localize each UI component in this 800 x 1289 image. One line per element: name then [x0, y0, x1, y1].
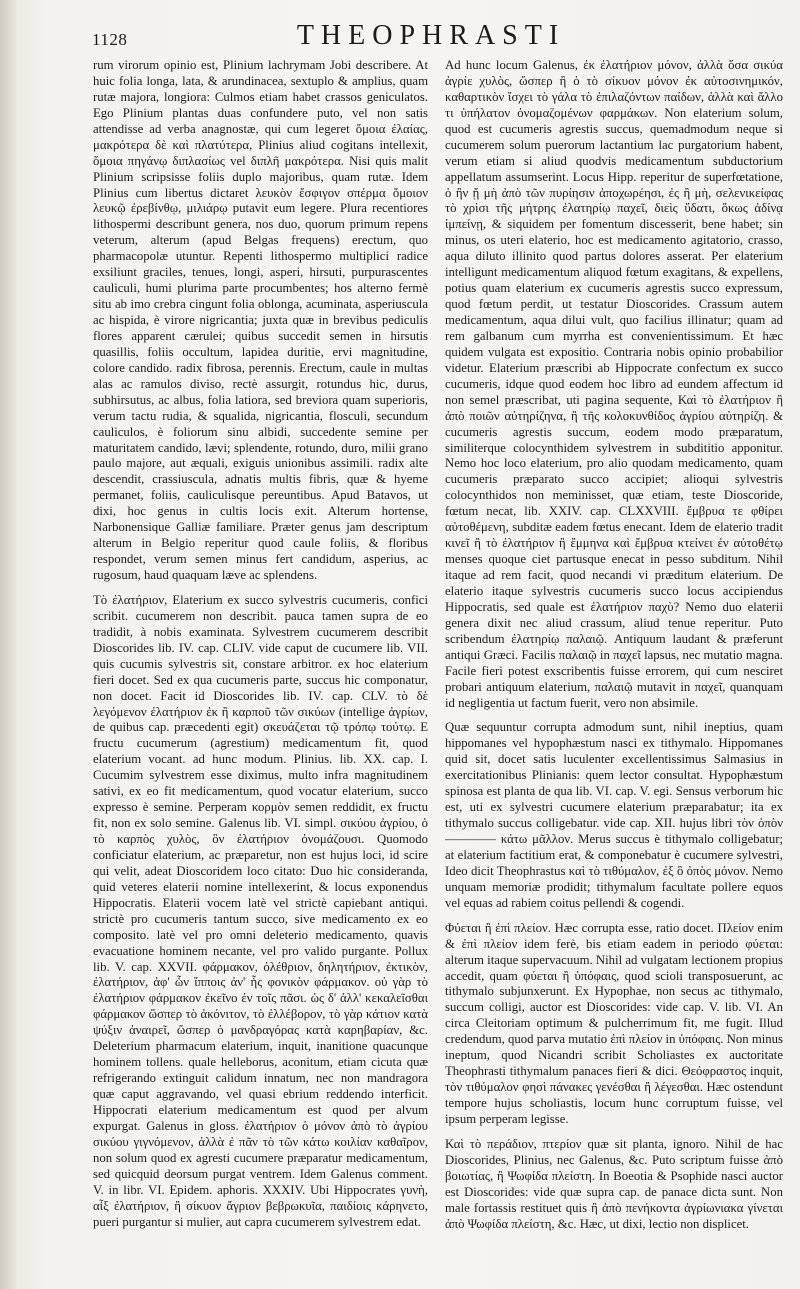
right-paragraph: Φύεται ἢ ἐπὶ πλείον. Hæc corrupta esse, ratio docet. Πλείον enim & ἐπὶ πλείον idem ferè, bis etiam eadem in periodo φύεται: alterum itaque supervacuum. Nihil ad vulgatam lectionem propius accedit, quam φύεται ἢ ὑπόφαις, quod scioli transposuerunt, ac tithymalo subjunxerunt. Ex Hypophae, non secus ac tithymalo, succum colligi, auctor est Dioscorides: vide cap. V. lib. VI. An circa Cleitoriam optimum & pulcherrimum fit, me fugit. Illud credendum, quod parva mutatio ἐπὶ πλείον in ὑπόφαις. Non minus ineptum, quod Nicandri scribit Scholiastes ex auctoritate Theophrasti tithymalum panaces fieri & dici. Θεόφραστος inquit, τὸν τιθύμαλον φησὶ πάνακες γενέσθαι ἢ λέγεσθαι. Hæc ostendunt tempore hujus scholiastis, locum hunc corruptum fuisse, vel ipsum perperam legisse.	[445, 920, 783, 1126]
right-paragraph: Quæ sequuntur corrupta admodum sunt, nihil ineptius, quam hippomanes vel hypophæstum nasci ex tithymalo. Hippomanes quid sit, docet satis luculenter excellentissimus Salmasius in exercitationibus Plinianis: quem lector consultat. Hypophæstum spinosa est planta de qua lib. VI. cap. V. egi. Sensus verborum hic est, uti ex sylvestri cucumere elaterium præparabatur; ita ex tithymalo succus colligebatur. vide cap. XII. hujus libri τὸν ὀπὸν ———— κάτω μᾶλλον. Merus succus è tithymalo colligebatur; at elaterium factitium erat, & componebatur è cucumere sylvestri, Ideo dicit Theophrastus καὶ τὸ τιθύμαλον, ἐξ ὃ ὀπὸς μόνον. Nemo unquam memoriæ prodidit; tithymalum facultate pollere equos vel equas ad rabiem coitus pellendi & cogendi.	[445, 720, 783, 910]
right-paragraph: Ad hunc locum Galenus, ἐκ ἐλατήριον μόνον, ἀλλὰ ὅσα σικύα ἀγρίε χυλὸς, ὥσπερ ἢ ὁ τὸ σίκυον μόνον ἐκ αὐτοσινημικόν, καθαρτικὸν ἴσχει τὸ γάλα τὸ ἐπιλαζόντων παίδων, ἀλλὰ καὶ ἄλλο τι ὑπήλατον ὀνομαζομένων φαρμάκων. Non elaterium solum, quod est cucumeris agrestis succus, quemadmodum neque si cucumerem solum puerorum lactantium lac purgatorium habent, verum etiam si aliud quodvis medicamentum subductorium appellatum assumserint. Locus Hipp. reperitur de superfœtatione, ὁ ἢν ᾔ μὴ ἀπὸ τῶν πυρίησιν ἀποχωρέησι, ἐς ἢ μὴ, σελενικείφας τὸ χρὶσι τῆς μήτρης ἐλατηρίῳ παχεῖ, διεὶς ὕδατι, ὅκως ἀδίνᾳ ἱμπείνῃ, & siquidem per fomentum discesserit, bene habet; sin minus, os uteri elaterio, hoc est medicamento agitatorio, crasso, aqua diluto illinito quod partus dolores asserat. Per elaterium intelligunt medicamentum aliquod fœtum exagitans, & expellens, potius quam elaterium ex cucumeris agrestis succo expressum, quod fœtum perdit, ut testatur Dioscorides. Crassum autem medicamentum, aqua dilui vult, quo facilius illinatur; quam ad rem galbanum cum myrrha est convenientissimum. Et hæc quidem vulgata est expositio. Contraria nobis opinio probabilior videtur. Elaterium præscribi ab Hippocrate confectum ex succo cucumeris, idque quod eodem hoc libro ad eundem affectum id non semel præscribat, uti pagina sequente, Καὶ τὸ ἐλατήριον ἢ ἀπὸ ποιῶν αὐτηρίζηνα, ἢ τῆς κολοκυνθίδος ἀγρίου αὐτηρίζη. & cucumeris agrestis succum, eodem modo præparatum, similiterque colocynthidem sylvestrem in subdititio apponitur. Nemo hoc loco elaterium, pro alio quodam medicamento, quam cucumeris præparato succo accipiet; alioqui sylvestris colocynthidos non meminisset, quæ etiam, teste Dioscoride, fœtum necat, lib. XXIV. cap. CLXXVIII. ἔμβρυα τε φθίρει αὐτοθέμενη, subditæ eadem fœtus enecant. Idem de elaterio tradit κινεῖ ἢ τὸ ἐλατήριον ἢ ἔμμηνα καὶ ἔμβρυα κτείνει ἐν αὐτοθέτῳ menses quoque ciet partusque enecat in pesso subditum. Nihil itaque ad rem facit, quod necandi vi præditum elaterium. De elaterio itaque sylvestris cucumeris succo locus accipiendus Hippocratis, sed quale est ἐλατήριον παχὺ? Nemo duo elaterii genera dixit nec aliud crassum, aliud tenue reperitur. Puto scribendum ἐλατηρίῳ παλαιῷ. Antiquum laudant & præferunt antiqui Græci. Facilis παλαιῷ in παχεῖ lapsus, nec mutatio magna. Facile fieri potest exscribentis fuisse errorem, qui cum nesciret probari antiquum elaterium, παλαιῷ mutavit in παχεῖ, quanquam id negligentia ut factum fuerit, vero non absimile.	[445, 58, 783, 710]
page-header	[92, 18, 770, 54]
left-paragraph: Τὸ ἐλατήριον, Elaterium ex succo sylvestris cucumeris, confici scribit. cucumerem non describit. pauca tamen supra de eo tradidit, à nobis examinata. Sylvestrem cucumerem describit Dioscorides lib. IV. cap. CLIV. vide caput de cucumere lib. VII. quis cucumis sylvestris sit, constare arbitror. ex hoc elaterium fieri docet. Sed ex qua cucumeris parte, succus hic componatur, non docet. Facit id Dioscorides lib. IV. cap. CLV. τὸ δὲ λεγόμενον ἐλατήριον ἐκ ἢ καρποῦ τῶν σικύων (intellige ἀγρίων, de quibus cap. præcedenti egit) σκευάζεται τῷ τρόπῳ τούτῳ. E fructu cucumerum (agrestium) medicamentum fit, quod elaterium vocant. ad hunc modum. Plinius. lib. XX. cap. I. Cucumim sylvestrem esse diximus, multo infra magnitudinem sativi, ex eo fit medicamentum, quod vocatur elaterium, succo expresso è semine. Perperam κορμὸν semen reddidit, ex fructu fit, non ex solo semine. Galenus lib. VI. simpl. σικύου ἀγρίου, ὁ τὸ καρπὸς χυλὸς, ὃν ἐλατήριον ὀνομάζουσι. Quomodo conficiatur elaterium, ac præparetur, non est hujus loci, id scire qui velit, adeat Dioscoridem loco citato: Duo hic consideranda, quid veteres elaterii nomine intellexerint, & locus exponendus Hippocratis. Elaterii vocem latè vel strictè capiebant antiqui. strictè pro cucumeris tantum succo, sive medicamento ex eo composito. latè vel pro omni deleterio medicamento, quavis evacuatione hominem necante, vel pro valido purgante. Pollux lib. V. cap. XXVII. φάρμακον, ὀλέθριον, δηλητήριον, ἐκτικὸν, ἐλατήριον, ἀφ' ὧν ἵπποις ἀν' ἧς φονικὸν φάρμακον. οὐ γὰρ τὸ ἐλατήριον φάρμακον ἐκεῖνο ἐν τοῖς πᾶσι. ὡς δ' ἀλλ' κεκαλεῖσθαι φάρμακον ὥσπερ τὸ ἀκόνιτον, τὸ ἐλλέβορον, τὸ γὰρ κάτιον κατὰ ψύξιν ἀναιρεῖ, ὥσπερ ὁ μανδραγόρας κατὰ καρηβαρίαν, &c. Deleterium pharmacum elaterium, inquit, inanitione quacunque hominem tollens. quale helleborus, aconitum, etiam cicuta quæ refrigerando extinguit calidum innatum, nec non mandragora quæ caput aggravando, vel quasi ebrium reddendo interficit. Hippocrati elaterium medicamentum est quod per alvum expurgat. Galenus in gloss. ἐλατήριον ὁ μόνον ἀπὸ τὸ ἀγρίου σικύου γιγνόμενον, ἀλλὰ ἐ πᾶν τὸ τῶν κάτω κοιλίαν καθαῖρον, non solum quod ex agresti cucumere præparatur medicamentum, sed quicquid deorsum purgat ventrem. Idem Galenus comment. V. in libr. VI. Epidem. aphoris. XXXIV. Ubi Hippocrates γυνὴ, αἶξ ἐλατήριον, ἢ σίκυον ἄγριον βεβρωκυῖα, παιδίοις κάρηνετο, pueri purgantur si mulier, aut capra cucumerem sylvestrem edat.	[93, 592, 428, 1229]
scan-gutter-shadow	[0, 0, 18, 1289]
right-column	[445, 58, 783, 1249]
right-paragraph: Καὶ τὸ περάδιον, πτερίον quæ sit planta, ignoro. Nihil de hac Dioscorides, Plinius, nec Galenus, &c. Puto scriptum fuisse ἀπὸ βοιωτίας, ἢ Ψωφίδα πλείστη. In Boeotia & Psophide nasci auctor est Dioscorides: vide quæ supra cap. de panace dicta sunt. Non male fortassis restituet quis ἢ ἀπὸ πενήκοντα ἀγρίωνιακα γίνεται ἀπὸ Ψωφίδα πλείστη, &c. Hæc, ut dixi, lectio non displicet.	[445, 1136, 783, 1231]
left-paragraph: rum virorum opinio est, Plinium lachrymam Jobi describere. At huic folia longa, lata, & arundinacea, sextuplo & amplius, quam rutæ majora, longiora: Culmos etiam habet crassos geniculatos. Ego Plinium plantas duas confundere puto, vel non satis attendisse ad verba anagnostæ, qui cum legeret ὅμοια ἐλαίας, μακρότερα δὲ καὶ πλατύτερα, Plinius aliud cogitans intellexit, ὅμοια πηγάνῳ διπλασίως vel διπλῆ μακρότερα. Nisi quis malit Plinium scripsisse foliis duplo majoribus, quam rutæ. Idem Plinius cum libertus dictaret λευκὸν ἔσφιγον σπέρμα ὅμοιον λευκῷ ἐρεβίνθῳ, μιλιάρῳ putavit eum legere. Plura recentiores lithospermi describunt genera, nos duo, quorum primum repens veterum, alterum (apud Belgas frequens) erectum, quo pharmacopolæ utuntur. Repenti lithospermo multiplici radice exsiliunt graciles, tenues, longi, asperi, hirsuti, purpurascentes cauliculi, humi plurima parte procumbentes; hos alterno fermè situ ab imo crebra cingunt folia oblonga, acuminata, asperiuscula ac hispida, è virore nigricantia; juxta quæ in brevibus pediculis flores apparent cærulei; quibus succedit semen in hirsutis quasillis, foliis occultum, lapidea duritie, ervi magnitudine, colore candido. radix fibrosa, perennis. Erectum, caule in multas alas ac ramulos diviso, rectè assurgit, rotundus hic, durus, subhirsutus, ac albus, folia latiora, sed breviora quam superioris, verum tactu rudia, & squalida, nigricantia, flosculi, secundum cauliculos, è foliorum sinu albidi, succedente semine per maturitatem candido, lævi; splendente, rotundo, duro, milii grano paulo majore, aut æquali, exiguis unionibus assimili. radix alte descendit, crassiuscula, adnatis multis fibris, quæ & hyeme permanet, foliis, cauliculisque pereuntibus. Apud Batavos, ut dixi, hoc genus in cultis locis exit. Alterum hortense, Narbonensique Galliæ familiare. Præter genus jam descriptum alterum in Belgio reperitur quod caule foliis, & floribus respondet, verum semen minus fert candidum, asperius, ac rugosum, haud quaquam læve ac splendens.	[93, 58, 428, 582]
left-column	[93, 58, 428, 1249]
page-number: 1128	[92, 30, 128, 49]
running-title: THEOPHRASTI	[296, 20, 566, 51]
